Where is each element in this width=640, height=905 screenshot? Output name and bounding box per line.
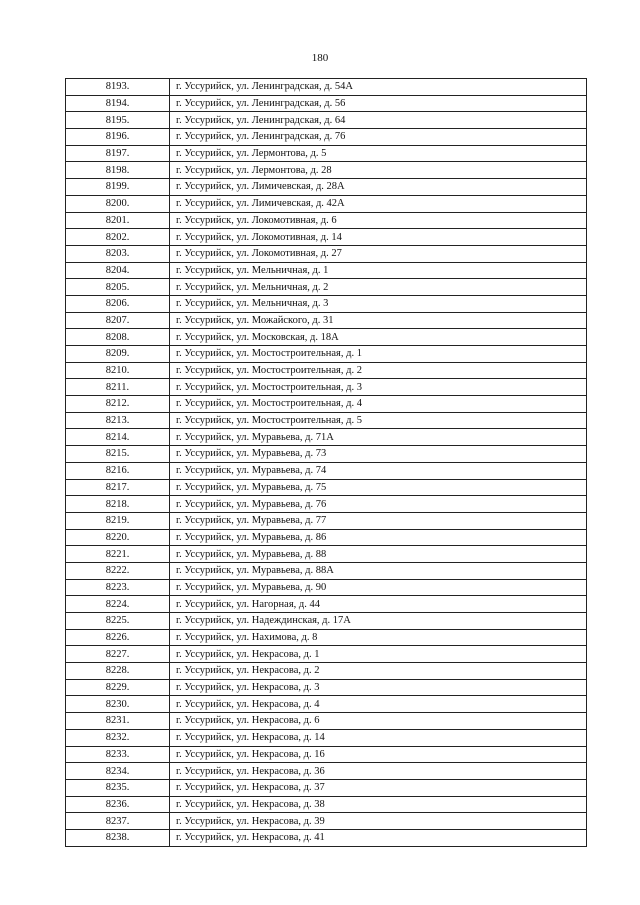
table-row [66,579,587,596]
table-row [66,329,587,346]
row-number-cell: 8200. [66,195,170,212]
address-cell: г. Уссурийск, ул. Некрасова, д. 2 [170,663,587,680]
address-cell: г. Уссурийск, ул. Локомотивная, д. 27 [170,245,587,262]
table-row [66,796,587,813]
table-row [66,212,587,229]
address-cell: г. Уссурийск, ул. Мостостроительная, д. 2 [170,362,587,379]
table-row [66,379,587,396]
row-number-cell: 8219. [66,512,170,529]
table-row [66,362,587,379]
row-number-cell: 8204. [66,262,170,279]
address-cell: г. Уссурийск, ул. Нагорная, д. 44 [170,596,587,613]
table-row [66,646,587,663]
address-cell: г. Уссурийск, ул. Муравьева, д. 76 [170,496,587,513]
table-row [66,245,587,262]
table-row [66,729,587,746]
address-cell: г. Уссурийск, ул. Некрасова, д. 14 [170,729,587,746]
address-cell: г. Уссурийск, ул. Муравьева, д. 86 [170,529,587,546]
row-number-cell: 8236. [66,796,170,813]
row-number-cell: 8233. [66,746,170,763]
table-row [66,396,587,413]
address-cell: г. Уссурийск, ул. Можайского, д. 31 [170,312,587,329]
address-cell: г. Уссурийск, ул. Муравьева, д. 75 [170,479,587,496]
row-number-cell: 8209. [66,346,170,363]
row-number-cell: 8220. [66,529,170,546]
row-number-cell: 8238. [66,829,170,846]
table-row [66,746,587,763]
table-row [66,629,587,646]
table-row [66,479,587,496]
table-row [66,713,587,730]
table-row [66,529,587,546]
row-number-cell: 8215. [66,446,170,463]
row-number-cell: 8221. [66,546,170,563]
address-cell: г. Уссурийск, ул. Некрасова, д. 38 [170,796,587,813]
table-row [66,129,587,146]
row-number-cell: 8227. [66,646,170,663]
address-table [65,78,587,847]
address-cell: г. Уссурийск, ул. Мостостроительная, д. 5 [170,412,587,429]
row-number-cell: 8206. [66,295,170,312]
address-cell: г. Уссурийск, ул. Некрасова, д. 39 [170,813,587,830]
table-row [66,179,587,196]
address-table-body [66,79,587,847]
row-number-cell: 8199. [66,179,170,196]
table-row [66,95,587,112]
address-cell: г. Уссурийск, ул. Некрасова, д. 1 [170,646,587,663]
address-cell: г. Уссурийск, ул. Некрасова, д. 3 [170,679,587,696]
row-number-cell: 8218. [66,496,170,513]
address-cell: г. Уссурийск, ул. Муравьева, д. 73 [170,446,587,463]
address-cell: г. Уссурийск, ул. Локомотивная, д. 14 [170,229,587,246]
row-number-cell: 8234. [66,763,170,780]
table-row [66,679,587,696]
address-cell: г. Уссурийск, ул. Локомотивная, д. 6 [170,212,587,229]
table-row [66,79,587,96]
table-row [66,496,587,513]
table-row [66,312,587,329]
address-cell: г. Уссурийск, ул. Некрасова, д. 41 [170,829,587,846]
address-cell: г. Уссурийск, ул. Муравьева, д. 90 [170,579,587,596]
row-number-cell: 8237. [66,813,170,830]
table-row [66,613,587,630]
address-cell: г. Уссурийск, ул. Мостостроительная, д. 4 [170,396,587,413]
row-number-cell: 8232. [66,729,170,746]
address-cell: г. Уссурийск, ул. Муравьева, д. 71А [170,429,587,446]
address-cell: г. Уссурийск, ул. Мостостроительная, д. 3 [170,379,587,396]
address-cell: г. Уссурийск, ул. Муравьева, д. 74 [170,462,587,479]
row-number-cell: 8198. [66,162,170,179]
address-cell: г. Уссурийск, ул. Лермонтова, д. 5 [170,145,587,162]
row-number-cell: 8202. [66,229,170,246]
row-number-cell: 8211. [66,379,170,396]
address-cell: г. Уссурийск, ул. Ленинградская, д. 54А [170,79,587,96]
row-number-cell: 8222. [66,562,170,579]
address-cell: г. Уссурийск, ул. Лимичевская, д. 42А [170,195,587,212]
page-number: 180 [311,52,329,64]
address-cell: г. Уссурийск, ул. Муравьева, д. 77 [170,512,587,529]
table-row [66,813,587,830]
table-row [66,162,587,179]
table-row [66,346,587,363]
address-cell: г. Уссурийск, ул. Лермонтова, д. 28 [170,162,587,179]
table-row [66,229,587,246]
address-cell: г. Уссурийск, ул. Мостостроительная, д. 1 [170,346,587,363]
row-number-cell: 8210. [66,362,170,379]
table-row [66,546,587,563]
table-row [66,829,587,846]
table-row [66,562,587,579]
row-number-cell: 8194. [66,95,170,112]
address-cell: г. Уссурийск, ул. Нахимова, д. 8 [170,629,587,646]
row-number-cell: 8214. [66,429,170,446]
address-cell: г. Уссурийск, ул. Мельничная, д. 2 [170,279,587,296]
row-number-cell: 8228. [66,663,170,680]
row-number-cell: 8224. [66,596,170,613]
table-row [66,596,587,613]
table-row [66,696,587,713]
address-cell: г. Уссурийск, ул. Некрасова, д. 6 [170,713,587,730]
row-number-cell: 8196. [66,129,170,146]
table-row [66,262,587,279]
address-cell: г. Уссурийск, ул. Некрасова, д. 16 [170,746,587,763]
address-cell: г. Уссурийск, ул. Некрасова, д. 4 [170,696,587,713]
row-number-cell: 8223. [66,579,170,596]
address-cell: г. Уссурийск, ул. Некрасова, д. 36 [170,763,587,780]
row-number-cell: 8212. [66,396,170,413]
address-cell: г. Уссурийск, ул. Некрасова, д. 37 [170,779,587,796]
address-cell: г. Уссурийск, ул. Ленинградская, д. 64 [170,112,587,129]
row-number-cell: 8213. [66,412,170,429]
address-cell: г. Уссурийск, ул. Мельничная, д. 1 [170,262,587,279]
table-row [66,295,587,312]
row-number-cell: 8195. [66,112,170,129]
address-cell: г. Уссурийск, ул. Мельничная, д. 3 [170,295,587,312]
table-row [66,446,587,463]
row-number-cell: 8216. [66,462,170,479]
row-number-cell: 8203. [66,245,170,262]
address-cell: г. Уссурийск, ул. Ленинградская, д. 56 [170,95,587,112]
row-number-cell: 8207. [66,312,170,329]
address-cell: г. Уссурийск, ул. Московская, д. 18А [170,329,587,346]
row-number-cell: 8197. [66,145,170,162]
address-cell: г. Уссурийск, ул. Муравьева, д. 88А [170,562,587,579]
table-row [66,429,587,446]
address-cell: г. Уссурийск, ул. Ленинградская, д. 76 [170,129,587,146]
address-cell: г. Уссурийск, ул. Лимичевская, д. 28А [170,179,587,196]
row-number-cell: 8229. [66,679,170,696]
row-number-cell: 8193. [66,79,170,96]
table-row [66,112,587,129]
table-row [66,512,587,529]
row-number-cell: 8230. [66,696,170,713]
row-number-cell: 8217. [66,479,170,496]
row-number-cell: 8208. [66,329,170,346]
address-cell: г. Уссурийск, ул. Надеждинская, д. 17А [170,613,587,630]
row-number-cell: 8235. [66,779,170,796]
table-row [66,462,587,479]
row-number-cell: 8225. [66,613,170,630]
table-row [66,412,587,429]
row-number-cell: 8231. [66,713,170,730]
table-row [66,663,587,680]
address-cell: г. Уссурийск, ул. Муравьева, д. 88 [170,546,587,563]
table-row [66,195,587,212]
row-number-cell: 8226. [66,629,170,646]
row-number-cell: 8201. [66,212,170,229]
row-number-cell: 8205. [66,279,170,296]
table-row [66,145,587,162]
table-row [66,279,587,296]
table-row [66,763,587,780]
table-row [66,779,587,796]
